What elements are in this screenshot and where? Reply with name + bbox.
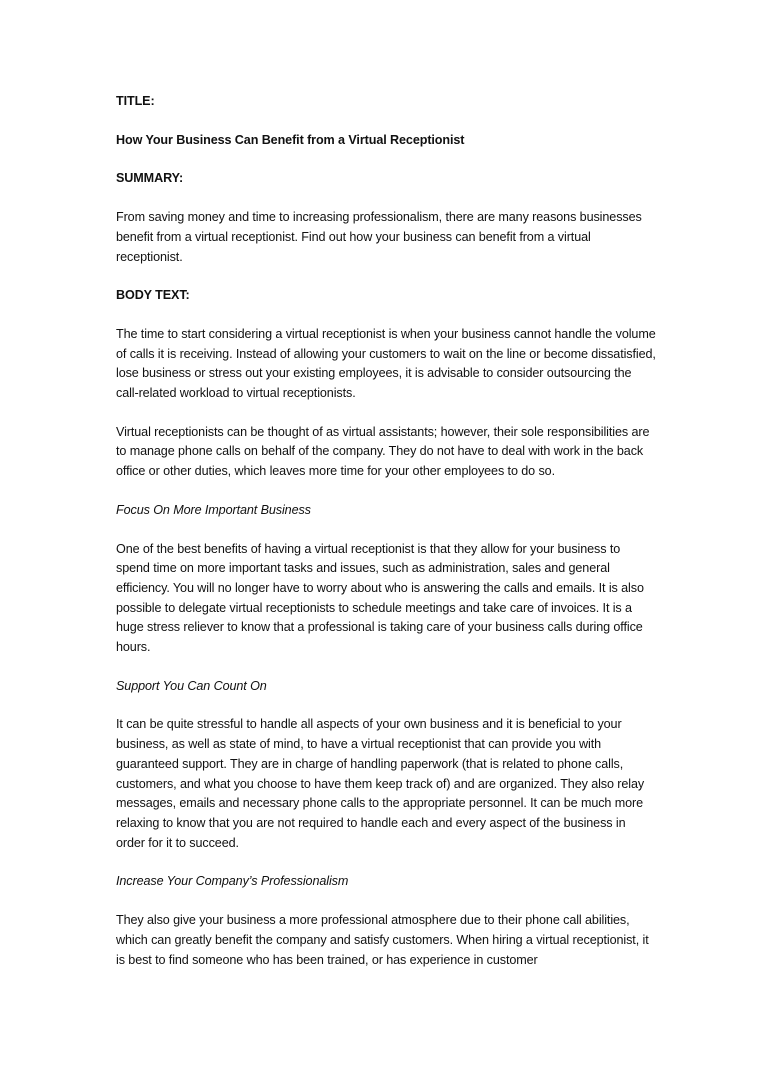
summary-paragraph: From saving money and time to increasing professionalism, there are many reasons businesses benefit from a virtual receptionist. Find out how your business can benefit from a virtual receptionist. (116, 210, 642, 264)
document-title: How Your Business Can Benefit from a Virtual Receptionist (116, 132, 465, 147)
summary-label: SUMMARY: (116, 171, 184, 186)
section-heading-professionalism: Increase Your Company’s Professionalism (116, 874, 349, 889)
section-paragraph-focus: One of the best benefits of having a virtual receptionist is that they allow for your business to spend time on more important tasks and issues, such as administration, sales and general efficiency. You will no longer have to worry about who is answering the calls and emails. It is also possible to delegate virtual receptionists to schedule meetings and take care of invoices. It is a huge stress reliever to know that a professional is taking care of your business calls during office hours. (116, 541, 644, 655)
body-paragraph-1: The time to start considering a virtual receptionist is when your business cannot handle the volume of calls it is receiving. Instead of allowing your customers to wait on the line or become dissatisfied, lose business or stress out your existing employees, it is advisable to consider outsourcing the call-related workload to virtual receptionists. (116, 326, 656, 401)
section-heading-focus: Focus On More Important Business (116, 502, 311, 517)
title-label: TITLE: (116, 94, 155, 108)
section-paragraph-professionalism: They also give your business a more professional atmosphere due to their phone call abilities, which can greatly benefit the company and satisfy customers. When hiring a virtual receptionist, it is best to find someone who has been trained, or has experience in customer (116, 913, 649, 967)
body-paragraph-2: Virtual receptionists can be thought of as virtual assistants; however, their sole responsibilities are to manage phone calls on behalf of the company. They do not have to deal with work in the back office or other duties, which leaves more time for your other employees to do so. (116, 424, 650, 479)
document-page (116, 92, 656, 989)
body-text-label: BODY TEXT: (116, 288, 190, 303)
section-paragraph-support: It can be quite stressful to handle all aspects of your own business and it is beneficial to your business, as well as state of mind, to have a virtual receptionist that can provide you with guaranteed support. They are in charge of handling paperwork (that is related to phone calls, customers, and what you choose to have them keep track of) and are organized. They also relay messages, emails and necessary phone calls to the appropriate personnel. It can be much more relaxing to know that you are not required to handle each and every aspect of the business in order for it to succeed. (116, 717, 645, 850)
section-heading-support: Support You Can Count On (116, 678, 267, 693)
